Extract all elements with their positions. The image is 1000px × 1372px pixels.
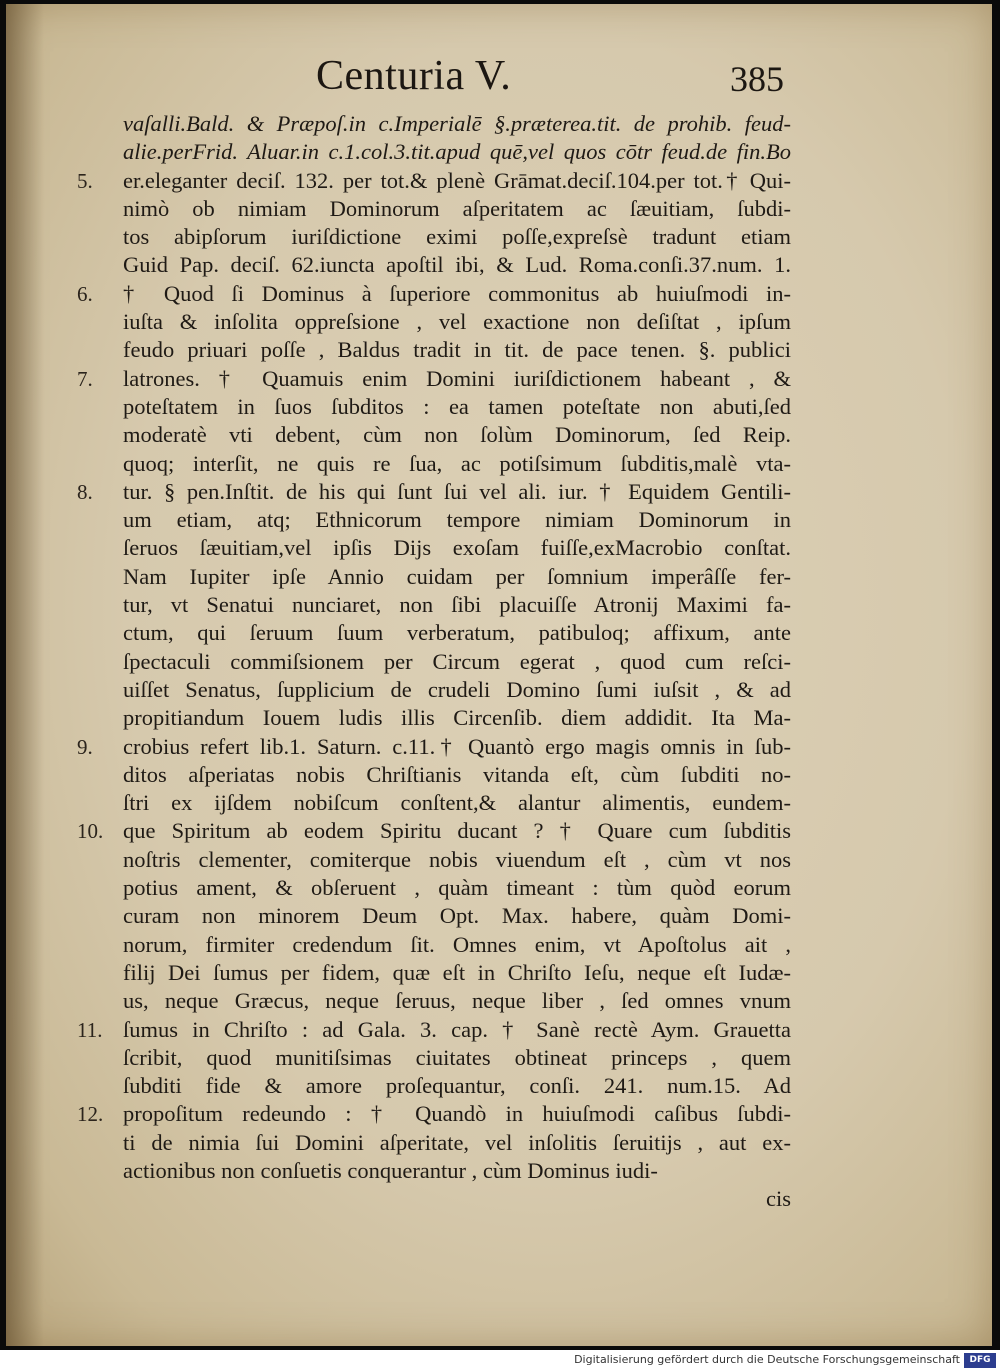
text-line: [123, 704, 791, 732]
text-line: [123, 789, 791, 817]
line-text: feudo priuari poſſe , Baldus tradit in tit. de pace tenen. §. publici: [123, 337, 791, 363]
text-line: [123, 308, 791, 336]
line-text: crobius refert lib.1. Saturn. c.11.† Quantò ergo magis omnis in ſub-: [123, 733, 791, 759]
margin-note-number: 5.: [77, 168, 93, 193]
text-line: [123, 336, 791, 364]
text-line: [123, 959, 791, 987]
text-line: [123, 648, 791, 676]
text-line: [123, 591, 791, 619]
text-line: [123, 534, 791, 562]
text-line: [123, 421, 791, 449]
line-text: ti de nimia ſui Domini aſperitate, vel inſolitis ſeruitijs , aut ex-: [123, 1129, 791, 1155]
line-text: ſtri ex ijſdem nobiſcum conſtent,& alantur alimentis, eundem-: [123, 790, 791, 816]
text-line: [123, 1129, 791, 1157]
text-line: [77, 817, 791, 845]
text-line: [77, 733, 791, 761]
line-text: ctum, qui ſeruum ſuum verberatum, patibuloq; affixum, ante: [123, 620, 791, 646]
line-text: alie.perFrid. Aluar.in c.1.col.3.tit.apud quē,vel quos cōtr feud.de fin.Bo: [123, 139, 791, 165]
page-number: 385: [730, 59, 784, 99]
line-text: um etiam, atq; Ethnicorum tempore nimiam Dominorum in: [123, 507, 791, 533]
text-line: [123, 195, 791, 223]
text-line: [77, 1100, 791, 1128]
line-text: iuſta & inſolita oppreſsione , vel exactione non deſiſtat , ipſum: [123, 309, 791, 335]
text-line: [77, 280, 791, 308]
funding-credit: Digitalisierung gefördert durch die Deutsche Forschungsgemeinschaft: [574, 1353, 960, 1366]
text-line: [77, 478, 791, 506]
line-text: ſumus in Chriſto : ad Gala. 3. cap. † Sanè rectè Aym. Grauetta: [123, 1016, 791, 1042]
text-line: [77, 167, 791, 195]
body-text: [77, 110, 791, 1214]
margin-note-number: 7.: [77, 366, 93, 391]
line-text: quoq; interſit, ne quis re ſua, ac potiſsimum ſubditis,malè vta-: [123, 450, 791, 476]
line-text: Guid Pap. deciſ. 62.iuncta apoſtil ibi, & Lud. Roma.conſi.37.num. 1.: [123, 252, 791, 278]
text-line: [123, 1072, 791, 1100]
line-text: nimò ob nimiam Dominorum aſperitatem ac ſæuitiam, ſubdi-: [123, 195, 791, 221]
line-text: noſtris clementer, comiterque nobis viuendum eſt , cùm vt nos: [123, 846, 791, 872]
line-text: † Quod ſi Dominus à ſuperiore commonitus ab huiuſmodi in-: [123, 280, 791, 306]
margin-note-number: 8.: [77, 479, 93, 504]
line-text: potius ament, & obſeruent , quàm timeant : tùm quòd eorum: [123, 875, 791, 901]
line-text: propoſitum redeundo : † Quandò in huiuſmodi caſibus ſubdi-: [123, 1101, 791, 1127]
text-line: [123, 563, 791, 591]
line-text: tur. § pen.Inſtit. de his qui ſunt ſui vel ali. iur. † Equidem Gentili-: [123, 478, 791, 504]
margin-note-number: 6.: [77, 281, 93, 306]
text-line: [123, 676, 791, 704]
line-text: poteſtatem in ſuos ſubditos : ea tamen poteſtate non abuti,ſed: [123, 393, 791, 419]
text-line: [77, 1016, 791, 1044]
text-line: [123, 1044, 791, 1072]
text-line: [123, 393, 791, 421]
line-text: ſcribit, quod munitiſsimas ciuitates obtineat princeps , quem: [123, 1044, 791, 1070]
text-line: [123, 987, 791, 1015]
line-text: ditos aſperiatas nobis Chriſtianis vitanda eſt, cùm ſubditi no-: [123, 761, 791, 787]
text-line: [123, 1185, 791, 1213]
line-text: Nam Iupiter ipſe Annio cuidam per ſomnium imperâſſe fer-: [123, 563, 791, 589]
line-text: ſpectaculi commiſsionem per Circum egerat , quod cum reſci-: [123, 648, 791, 674]
line-text: us, neque Græcus, neque ſeruus, neque liber , ſed omnes vnum: [123, 988, 791, 1014]
text-line: [123, 1157, 791, 1185]
line-text: curam non minorem Deum Opt. Max. habere, quàm Domi-: [123, 903, 791, 929]
line-text: ſubditi fide & amore proſequantur, conſi. 241. num.15. Ad: [123, 1073, 791, 1099]
page-gutter-shadow: [6, 4, 44, 1346]
dfg-logo: DFG: [964, 1353, 996, 1368]
line-text: latrones. † Quamuis enim Domini iuriſdictionem habeant , &: [123, 365, 791, 391]
line-text: moderatè vti debent, cùm non ſolùm Dominorum, ſed Reip.: [123, 422, 791, 448]
line-text: er.eleganter deciſ. 132. per tot.& plenè Grāmat.deciſ.104.per tot.† Qui-: [123, 167, 791, 193]
line-text: tos abipſorum iuriſdictione eximi poſſe,expreſsè tradunt etiam: [123, 224, 791, 250]
line-text: ſeruos ſæuitiam,vel ipſis Dijs exoſam fuiſſe,exMacrobio conſtat.: [123, 535, 791, 561]
text-line: [123, 619, 791, 647]
line-text: uiſſet Senatus, ſupplicium de crudeli Domino ſumi iuſsit , & ad: [123, 676, 791, 702]
line-text: que Spiritum ab eodem Spiritu ducant ? † Quare cum ſubditis: [123, 818, 791, 844]
margin-note-number: 11.: [77, 1017, 103, 1042]
text-line: [123, 110, 791, 138]
text-line: [123, 874, 791, 902]
text-line: [123, 761, 791, 789]
text-line: [123, 450, 791, 478]
margin-note-number: 9.: [77, 734, 93, 759]
line-text: vaſalli.Bald. & Præpoſ.in c.Imperialē §.præterea.tit. de prohib. feud-: [123, 111, 791, 136]
text-line: [77, 365, 791, 393]
running-title: Centuria V.: [316, 53, 512, 99]
line-text: cis: [766, 1186, 791, 1212]
text-line: [123, 931, 791, 959]
margin-note-number: 12.: [77, 1102, 104, 1127]
text-line: [123, 902, 791, 930]
line-text: tur, vt Senatui nunciaret, non ſibi placuiſſe Atronij Maximi fa-: [123, 592, 791, 618]
line-text: actionibus non conſuetis conquerantur , cùm Dominus iudi-: [123, 1157, 658, 1183]
text-line: [123, 506, 791, 534]
margin-note-number: 10.: [77, 819, 104, 844]
text-line: [123, 251, 791, 279]
text-line: [123, 846, 791, 874]
line-text: propitiandum Iouem ludis illis Circenſib. diem addidit. Ita Ma-: [123, 705, 791, 731]
line-text: norum, firmiter credendum ſit. Omnes enim, vt Apoſtolus ait ,: [123, 931, 791, 957]
text-line: [123, 138, 791, 166]
book-page: [6, 4, 992, 1346]
footer-bar: [0, 1350, 1000, 1372]
text-line: [123, 223, 791, 251]
line-text: filij Dei ſumus per fidem, quæ eſt in Chriſto Ieſu, neque eſt Iudæ-: [123, 959, 791, 985]
